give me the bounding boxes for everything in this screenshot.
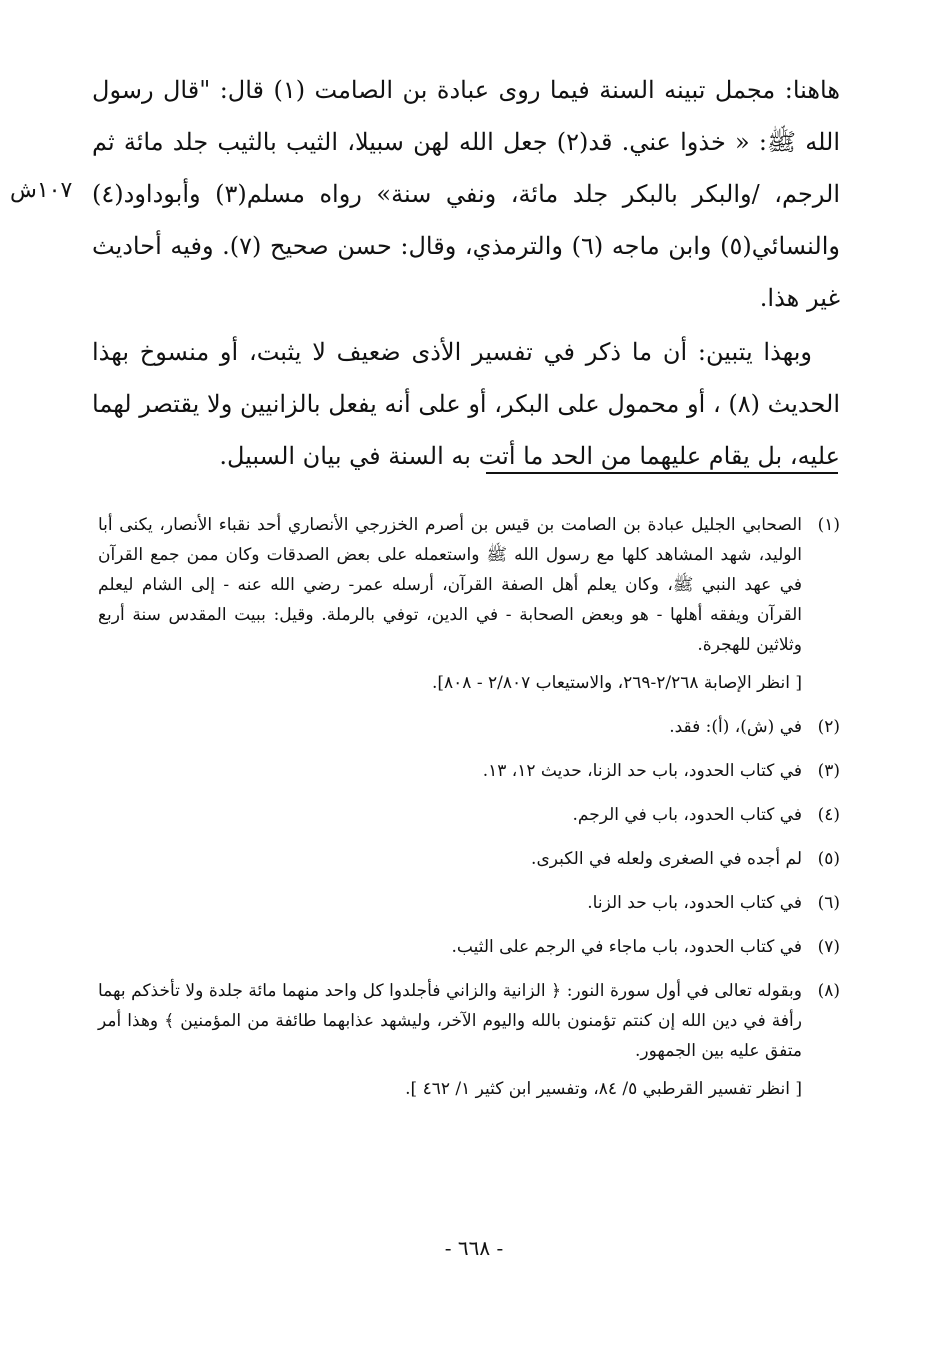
footnote-number: (١) [817, 515, 840, 535]
footnote-number: (٥) [817, 849, 840, 869]
footnote-number: (٢) [817, 717, 840, 737]
footnote-number: (٣) [817, 761, 840, 781]
footnote-3 [98, 756, 840, 786]
footnote-text: الصحابي الجليل عبادة بن الصامت بن قيس بن أصرم الخزرجي الأنصاري أحد نقباء الأنصار، يكنى أبا الوليد، شهد المشاهد كلها مع رسول الله ﷺ واستعمله على بعض الصدقات وكان ممن جمع القرآن في عهد النبي ﷺ، وكان يعلم أهل الصفة القرآن، أرسله عمر- رضي الله عنه - إلى الشام ليعلم القرآن ويفقه أهلها - هو وبعض الصحابة - في الدين، توفي بالرملة. وقيل: ببيت المقدس سنة أربع وثلاثين للهجرة. [98, 515, 802, 655]
footnote-text: وبقوله تعالى في أول سورة النور: ﴿ الزانية والزاني فأجلدوا كل واحد منهما مائة جلدة ولا تأخذكم بهما رأفة في دين الله إن كنتم تؤمنون بالله واليوم الآخر، وليشهد عذابهما طائفة من المؤمنين ﴾ وهذا أمر متفق عليه بين الجمهور. [98, 981, 802, 1061]
main-text-block [92, 64, 840, 482]
footnote-2 [98, 712, 840, 742]
footnote-reference: [ انظر تفسير القرطبي ٥/ ٨٤، وتفسير ابن كثير ١/ ٤٦٢ ]. [405, 1079, 802, 1099]
footnote-separator [486, 472, 838, 474]
footnote-number: (٨) [817, 981, 840, 1001]
footnote-reference: [ انظر الإصابة ٢/٢٦٨-٢٦٩، والاستيعاب ٢/٨٠٧ - ٨٠٨]. [431, 673, 802, 693]
main-paragraph-2: وبهذا يتبين: أن ما ذكر في تفسير الأذى ضعيف لا يثبت، أو منسوخ بهذا الحديث (٨) ، أو محمول على البكر، أو على أنه يفعل بالزانيين ولا يقتصر لهما عليه، بل يقام عليهما من الحد ما أتت به السنة في بيان السبيل. [92, 338, 841, 470]
footnote-text: في كتاب الحدود، باب حد الزنا، حديث ١٢، ١٣. [482, 761, 802, 781]
footnote-6 [98, 888, 840, 918]
footnotes-section [98, 510, 840, 1118]
footnote-text: في كتاب الحدود، باب ماجاء في الرجم على الثيب. [451, 937, 802, 957]
footnote-text: في كتاب الحدود، باب في الرجم. [572, 805, 802, 825]
footnote-number: (٦) [817, 893, 840, 913]
footnote-text: لم أجده في الصغرى ولعله في الكبرى. [531, 849, 802, 869]
footnote-5 [98, 844, 840, 874]
page-number: - ٦٦٨ - [444, 1236, 504, 1260]
footnote-7 [98, 932, 840, 962]
manuscript-folio-note: ١٠٧ش [10, 178, 73, 203]
footnote-4 [98, 800, 840, 830]
main-paragraph-1: هاهنا: مجمل تبينه السنة فيما روى عبادة بن الصامت (١) قال: "قال رسول الله ﷺ: « خذوا عني. قد(٢) جعل الله لهن سبيلا، الثيب بالثيب جلد مائة ثم الرجم، /والبكر بالبكر جلد مائة، ونفي سنة» رواه مسلم(٣) وأبوداود(٤) والنسائي(٥) وابن ماجه (٦) والترمذي، وقال: حسن صحيح (٧). وفيه أحاديث غير هذا. [92, 76, 840, 312]
footnote-text: في كتاب الحدود، باب حد الزنا. [587, 893, 802, 913]
footnote-number: (٤) [817, 805, 840, 825]
footnote-8 [98, 976, 840, 1104]
footnote-1 [98, 510, 840, 698]
footnote-text: في (ش)، (أ): فقد. [669, 717, 802, 737]
footnote-number: (٧) [817, 937, 840, 957]
